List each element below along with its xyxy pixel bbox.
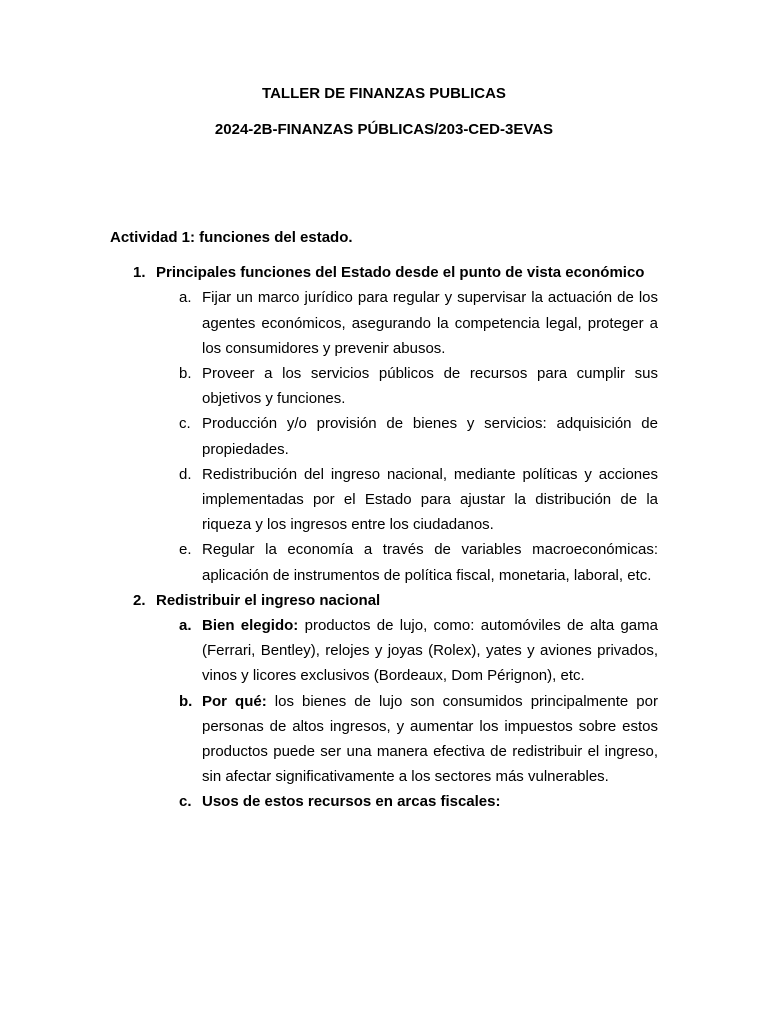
sub-list-letter: c. [179, 793, 192, 811]
sub-list-item [156, 537, 658, 587]
sub-list-letter: b. [179, 692, 193, 710]
sub-list-text: Producción y/o provisión de bienes y servicios: adquisición de propiedades. [202, 415, 658, 458]
sub-list [156, 613, 658, 815]
course-code-subtitle: 2024-2B-FINANZAS PÚBLICAS/203-CED-3EVAS [214, 121, 554, 138]
list-number: 1. [133, 264, 146, 282]
sub-list-letter: a. [179, 289, 192, 307]
sub-list [156, 285, 658, 587]
sub-list-letter: b. [179, 365, 192, 383]
sub-list-text: Fijar un marco jurídico para regular y supervisar la actuación de los agentes económicos, asegurando la competencia legal, proteger a los consumidores y prevenir abusos. [202, 289, 658, 357]
sub-list-text: productos de lujo, como: automóviles de alta gama (Ferrari, Bentley), relojes y joyas (Rolex), yates y aviones privados, vinos y licores exclusivos (Bordeaux, Dom Pérignon), etc. [202, 617, 658, 685]
sub-list-item [156, 613, 658, 689]
sub-list-text: Redistribución del ingreso nacional, mediante políticas y acciones implementadas por el Estado para ajustar la distribución de la riqueza y los ingresos entre los ciudadanos. [202, 465, 658, 534]
list-number: 2. [133, 591, 146, 609]
list-item-heading: Redistribuir el ingreso nacional [156, 591, 381, 609]
sub-list-lead: Por qué: [202, 692, 267, 710]
sub-list-letter: c. [179, 415, 191, 433]
list-item-heading: Principales funciones del Estado desde el punto de vista económico [156, 264, 645, 282]
activity-heading: Actividad 1: funciones del estado. [110, 229, 353, 246]
sub-list-letter: e. [179, 541, 192, 559]
list-item-1 [110, 260, 658, 588]
document-title: TALLER DE FINANZAS PUBLICAS [262, 85, 506, 102]
sub-list-letter: d. [179, 465, 192, 483]
sub-list-item [156, 285, 658, 361]
sub-list-item [156, 789, 658, 814]
document-body [110, 225, 658, 815]
sub-list-lead: Usos de estos recursos en arcas fiscales: [202, 793, 501, 811]
sub-list-item [156, 462, 658, 538]
main-list [110, 260, 658, 814]
sub-list-text: Proveer a los servicios públicos de recursos para cumplir sus objetivos y funciones. [202, 365, 658, 408]
sub-list-item [156, 411, 658, 461]
sub-list-text: Regular la economía a través de variables macroeconómicas: aplicación de instrumentos de política fiscal, monetaria, laboral, etc. [202, 541, 658, 584]
sub-list-item [156, 361, 658, 411]
sub-list-text: los bienes de lujo son consumidos principalmente por personas de altos ingresos, y aumentar los impuestos sobre estos productos puede ser una manera efectiva de redistribuir el ingreso, sin afectar significativamente a los sectores más vulnerables. [202, 692, 658, 786]
sub-list-letter: a. [179, 617, 192, 635]
list-item-2 [110, 588, 658, 815]
sub-list-lead: Bien elegido: [202, 617, 299, 635]
sub-list-item [156, 689, 658, 790]
